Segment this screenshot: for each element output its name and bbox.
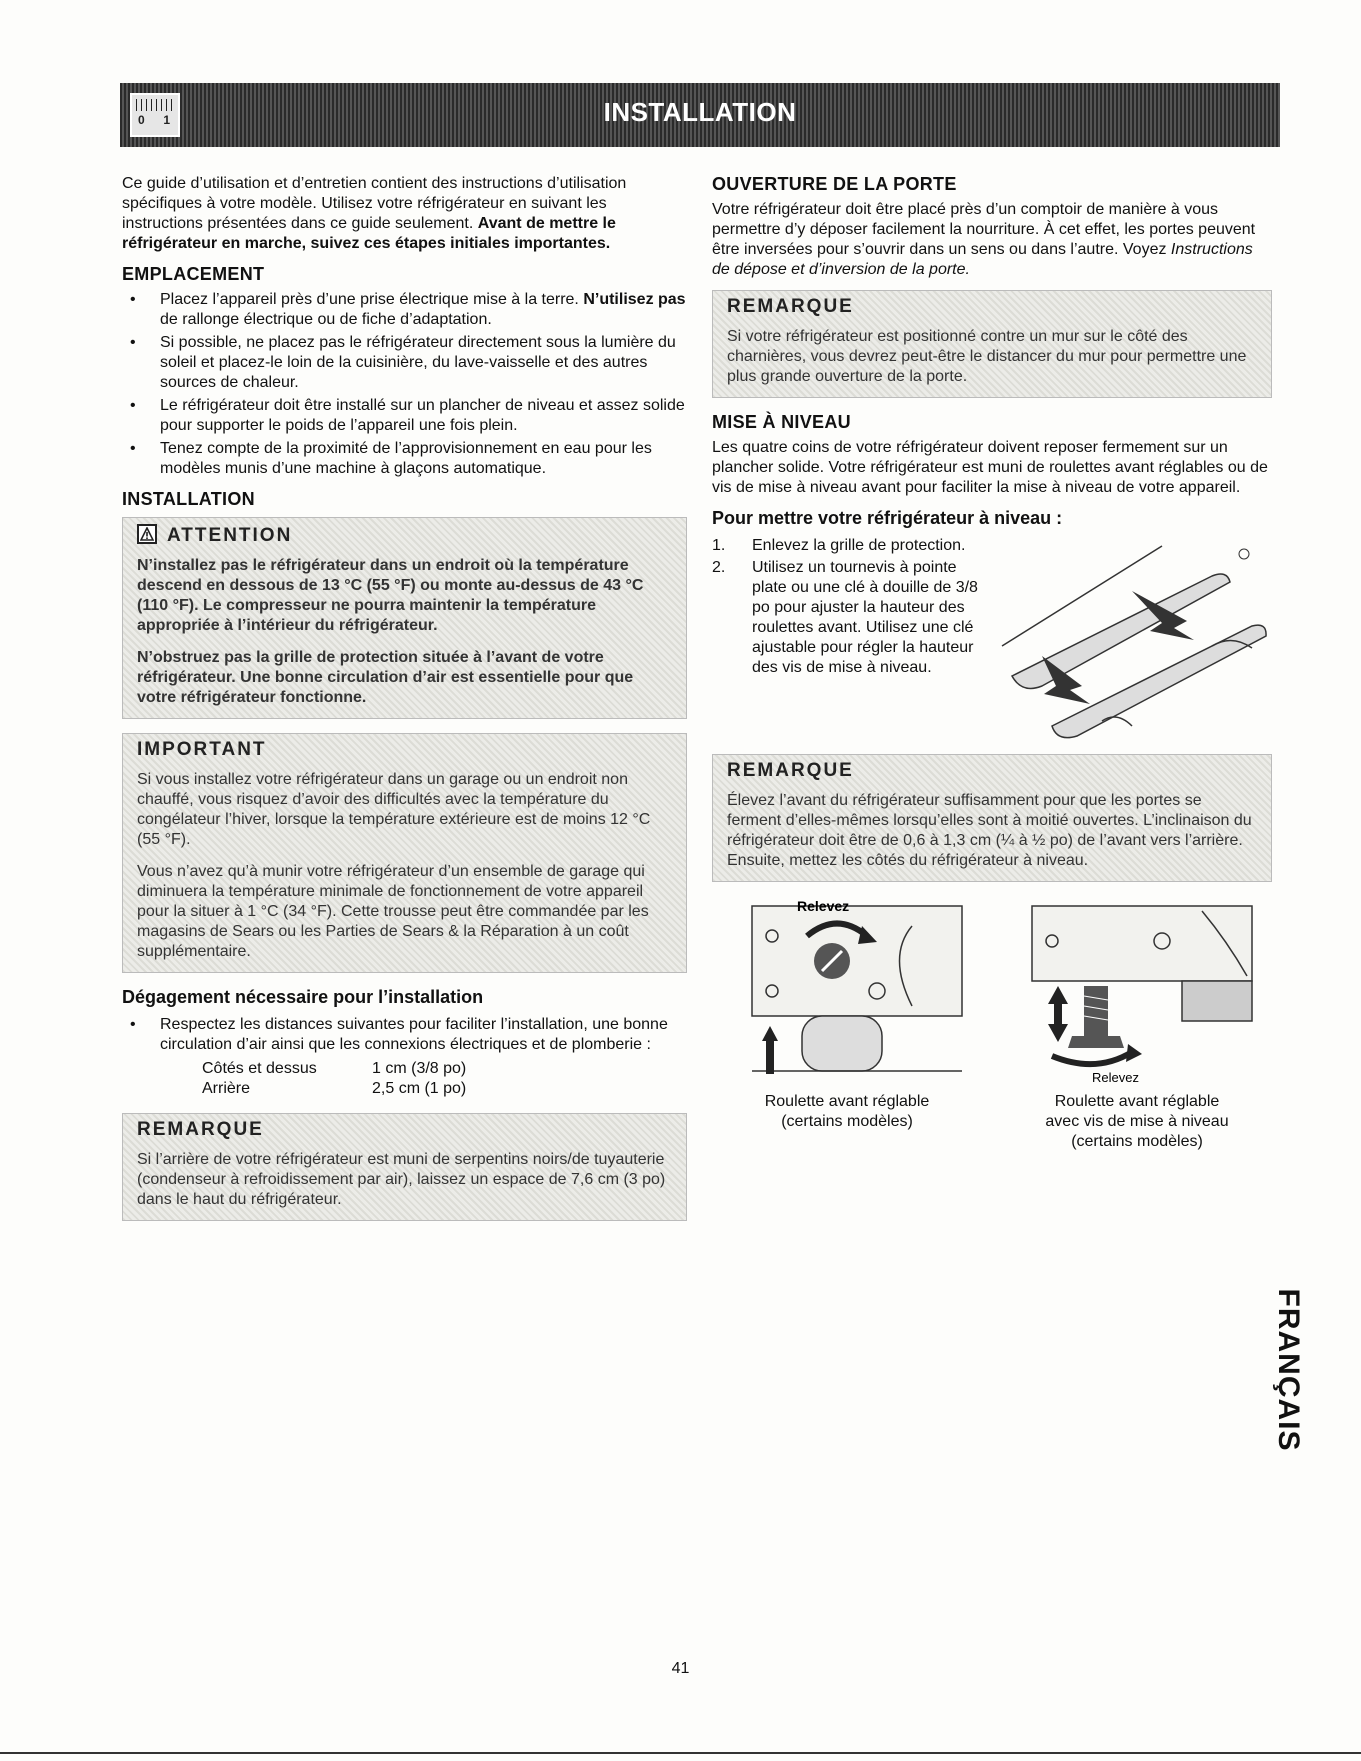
fig2-caption: Roulette avant réglable avec vis de mise à niveau (certains modèles) (1045, 1093, 1229, 1150)
attention-text-2: N’obstruez pas la grille de protection située à l’avant de votre réfrigérateur. Une bonne circulation d’air est essentielle pour que votre réfrigérateur fonctionne. (137, 649, 634, 706)
table-row: Arrière 2,5 cm (1 po) (202, 1080, 467, 1097)
table-row: Côtés et dessus 1 cm (3/8 po) (202, 1060, 467, 1077)
adjustable-roller-illustration (712, 896, 982, 1086)
installation-heading: INSTALLATION (122, 489, 255, 509)
clearance-remarque-box (122, 1113, 687, 1221)
warning-icon (137, 524, 157, 544)
figure-adjustable-roller (712, 896, 982, 1152)
fig1-label: Relevez (797, 898, 850, 914)
leveling-subheading: Pour mettre votre réfrigérateur à niveau : (712, 508, 1063, 528)
roller-illustrations (712, 896, 1272, 1152)
list-item: • Tenez compte de la proximité de l’approvisionnement en eau pour les modèles munis d’une machine à glaçons automatique. (122, 439, 687, 479)
door-remarque-box (712, 290, 1272, 398)
remarque-text: Si l’arrière de votre réfrigérateur est muni de serpentins noirs/de tuyauterie (condenseur à refroidissement par air), laissez un espace de 7,6 cm (3 po) dans le haut du réfrigérateur. (137, 1151, 666, 1208)
leveling-remarque-box (712, 754, 1272, 882)
remarque-title: REMARQUE (727, 760, 854, 781)
language-tab: FRANÇAIS (1272, 1288, 1305, 1452)
attention-text-1: N’installez pas le réfrigérateur dans un endroit où la température descend en dessous de 13 °C (55 °F) ou monte au-dessus de 43 °C (110 °F). Le compresseur ne pourra maintenir la température appropriée à l’intérieur du réfrigérateur. (137, 557, 644, 634)
remarque-title: REMARQUE (727, 296, 854, 317)
important-text-1: Si vous installez votre réfrigérateur dans un garage ou un endroit non chauffé, vous risquez d’avoir des difficultés avec la température du congélateur l’hiver, lorsque la température extérieure est de moins 12 °C (55 °F). (137, 771, 651, 848)
clearance-heading: Dégagement nécessaire pour l’installation (122, 987, 484, 1007)
page-number: 41 (671, 1660, 690, 1677)
list-item: 1. Enlevez la grille de protection. (712, 537, 966, 554)
section-banner (120, 83, 1280, 147)
fig1-caption: Roulette avant réglable (certains modèles) (764, 1093, 930, 1130)
emplacement-list (122, 290, 687, 479)
door-heading: OUVERTURE DE LA PORTE (712, 174, 957, 194)
leveling-heading: MISE À NIVEAU (712, 412, 851, 432)
list-item: • Placez l’appareil près d’une prise électrique mise à la terre. N’utilisez pas de rallonge électrique ou de fiche d’adaptation. (122, 290, 687, 330)
leveling-steps-area (712, 536, 1272, 746)
intro-paragraph: Ce guide d’utilisation et d’entretien contient des instructions d’utilisation spécifiques à votre modèle. Utilisez votre réfrigérateur en suivant les instructions présentées dans ce guide seulement. Avant de mettre le réfrigérateur en marche, suivez ces étapes initiales importantes. (122, 175, 627, 252)
clearance-table (202, 1059, 687, 1099)
remarque-title: REMARQUE (137, 1119, 264, 1140)
clearance-list (122, 1015, 687, 1055)
bottom-rule (0, 1752, 1361, 1754)
emplacement-heading: EMPLACEMENT (122, 264, 265, 284)
figure-leveling-screw (1002, 896, 1272, 1152)
list-item: • Si possible, ne placez pas le réfrigérateur directement sous la lumière du soleil et placez-le loin de la cuisinière, du lave-vaisselle et des autres sources de chaleur. (122, 333, 687, 393)
attention-title: ATTENTION (167, 525, 293, 546)
important-text-2: Vous n’avez qu’à munir votre réfrigérateur d’un ensemble de garage qui diminuera la température minimale de fonctionnement de votre appareil pour la situer à 1 °C (34 °F). Cette trousse peut être commandée par les magasins de Sears ou les Parties de Sears & la Réparation à un coût supplémentaire. (137, 863, 649, 960)
ruler-icon: 0 1 (130, 93, 180, 137)
left-column (122, 174, 687, 1235)
remarque-text: Si votre réfrigérateur est positionné contre un mur sur le côté des charnières, vous devrez peut-être le distancer du mur pour permettre une plus grande ouverture de la porte. (727, 328, 1247, 385)
important-box (122, 733, 687, 973)
attention-box (122, 517, 687, 719)
grille-removal-illustration (982, 536, 1272, 746)
leveling-screw-illustration (1002, 896, 1272, 1086)
door-paragraph: Votre réfrigérateur doit être placé près d’un comptoir de manière à vous permettre d’y déposer facilement la nourriture. À cet effet, les portes peuvent être inversées pour s’ouvrir dans un sens ou dans l’autre. Voyez Instructions de dépose et d’inversion de la porte. (712, 201, 1256, 278)
important-title: IMPORTANT (137, 739, 267, 760)
leveling-paragraph: Les quatre coins de votre réfrigérateur doivent reposer fermement sur un plancher solide. Votre réfrigérateur est muni de roulettes avant réglables ou de vis de mise à niveau avant pour faciliter la mise à niveau de votre appareil. (712, 439, 1268, 496)
list-item: 2. Utilisez un tournevis à pointe plate ou une clé à douille de 3/8 po pour ajuster la hauteur des roulettes avant. Utilisez une clé ajustable pour régler la hauteur des vis de mise à niveau. (712, 559, 978, 676)
right-column (712, 174, 1272, 1152)
fig2-label: Relevez (1092, 1070, 1139, 1085)
leveling-steps (712, 536, 982, 746)
list-item: • Le réfrigérateur doit être installé sur un plancher de niveau et assez solide pour supporter le poids de l’appareil une fois plein. (122, 396, 687, 436)
remarque-text: Élevez l’avant du réfrigérateur suffisamment pour que les portes se ferment d’elles-mêmes lorsqu’elles sont à moitié ouvertes. L’inclinaison du réfrigérateur doit être de 0,6 à 1,3 cm (¼ à ½ po) de l’avant vers l’arrière. Ensuite, mettez les côtés du réfrigérateur à niveau. (727, 792, 1252, 869)
list-item: • Respectez les distances suivantes pour faciliter l’installation, une bonne circulation d’air ainsi que les connexions électriques et de plomberie : (122, 1015, 687, 1055)
page-title: INSTALLATION (603, 97, 797, 127)
